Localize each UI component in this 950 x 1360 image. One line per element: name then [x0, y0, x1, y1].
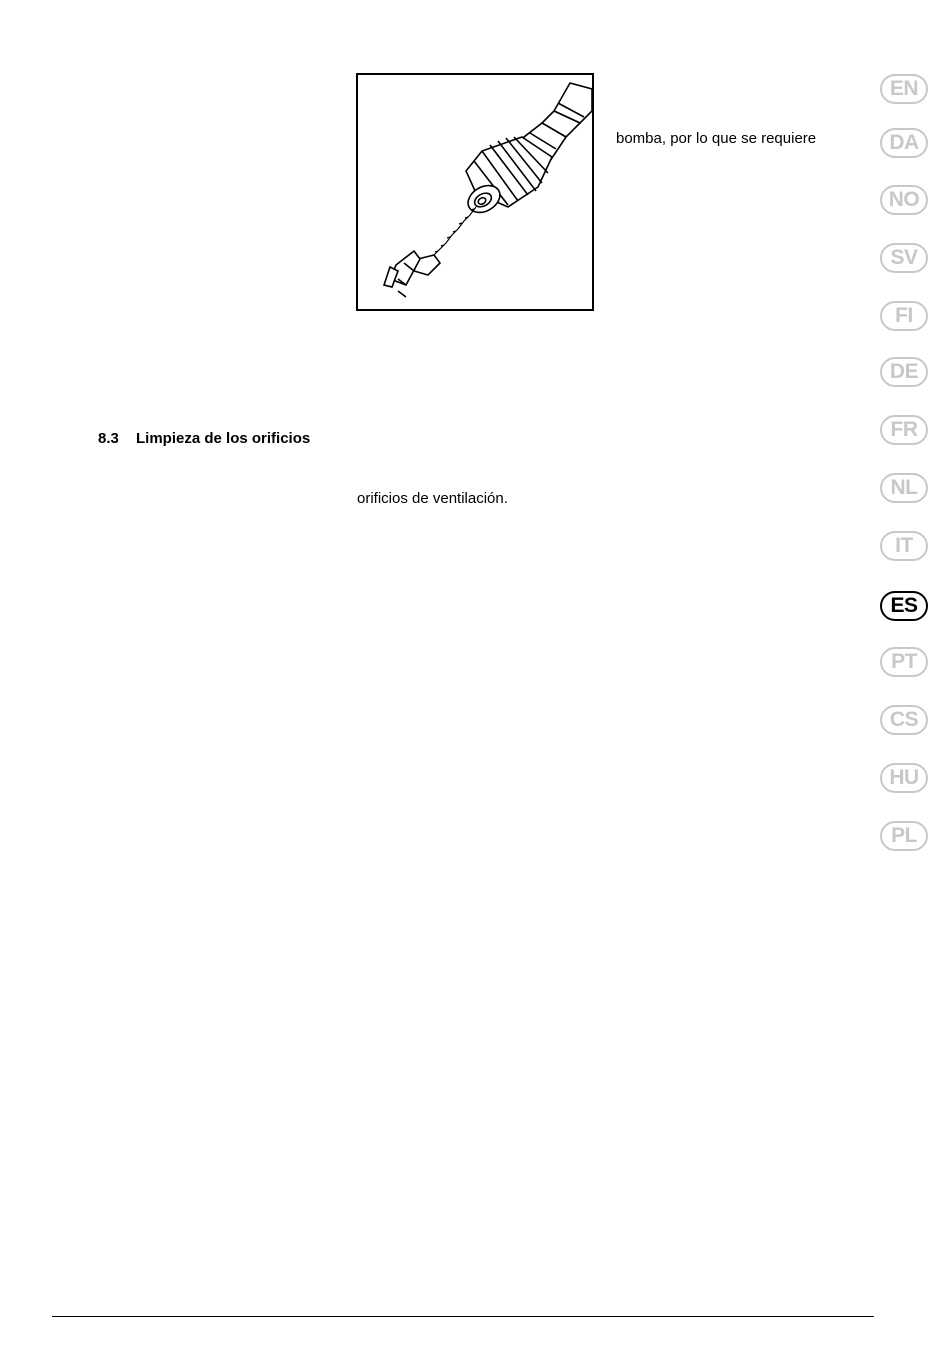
section-number: 8.3 — [98, 430, 119, 447]
lang-tab-cs[interactable]: CS — [880, 705, 928, 735]
lang-tab-fr[interactable]: FR — [880, 415, 928, 445]
section-title: Limpieza de los orificios — [136, 430, 311, 447]
lang-tab-no[interactable]: NO — [880, 185, 928, 215]
lang-tab-hu[interactable]: HU — [880, 763, 928, 793]
lang-tab-pt[interactable]: PT — [880, 647, 928, 677]
lang-tab-de[interactable]: DE — [880, 357, 928, 387]
body-text-line-1: bomba, por lo que se requiere — [616, 130, 817, 147]
lang-tab-en[interactable]: EN — [880, 74, 928, 104]
nozzle-cleaning-figure — [356, 73, 594, 311]
lang-tab-it[interactable]: IT — [880, 531, 928, 561]
lang-tab-sv[interactable]: SV — [880, 243, 928, 273]
section-heading — [98, 430, 310, 447]
lang-tab-es[interactable]: ES — [880, 591, 928, 621]
lang-tab-nl[interactable]: NL — [880, 473, 928, 503]
lang-tab-fi[interactable]: FI — [880, 301, 928, 331]
lang-tab-pl[interactable]: PL — [880, 821, 928, 851]
footer-rule — [52, 1316, 874, 1317]
body-text-line-2: orificios de ventilación. — [357, 490, 508, 507]
lang-tab-da[interactable]: DA — [880, 128, 928, 158]
nozzle-illustration — [358, 75, 592, 309]
